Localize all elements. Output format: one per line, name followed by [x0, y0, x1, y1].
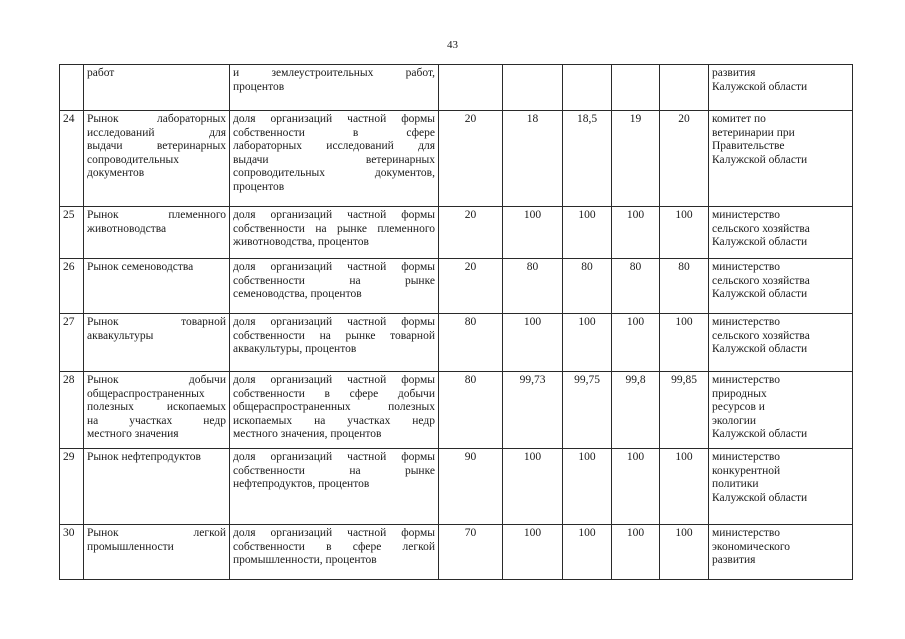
indicator-description-line: лабораторных исследований для — [233, 140, 435, 153]
value-cell: 100 — [503, 525, 563, 580]
responsible-body-line: сельского хозяйства — [712, 274, 810, 287]
value-cell: 100 — [660, 525, 709, 580]
value-cell: 80 — [439, 314, 503, 372]
value-cell: 20 — [439, 111, 503, 207]
market-name-line: сопроводительных — [87, 153, 180, 166]
responsible-body-line: Калужской области — [712, 236, 808, 249]
value-cell: 100 — [612, 449, 660, 525]
value-cell: 100 — [503, 449, 563, 525]
responsible-body-line: ветеринарии при — [712, 126, 795, 139]
market-name-line: исследований для — [87, 126, 226, 139]
responsible-body-line: Правительстве — [712, 140, 785, 153]
value-cell: 99,73 — [503, 372, 563, 449]
value-cell: 100 — [612, 525, 660, 580]
indicator-description-line: промышленности, процентов — [233, 554, 377, 567]
row-number: 26 — [60, 259, 84, 314]
indicator-description-line: сопроводительных документов, — [233, 167, 435, 180]
indicator-description-line: доля организаций частной формы — [233, 316, 435, 328]
value-cell: 80 — [660, 259, 709, 314]
responsible-body-line: политики — [712, 478, 759, 491]
indicator-description — [230, 314, 439, 372]
value-cell: 80 — [563, 259, 612, 314]
value-cell: 20 — [439, 207, 503, 259]
value-cell: 100 — [563, 525, 612, 580]
responsible-body-line: сельского хозяйства — [712, 222, 810, 235]
table-row — [60, 449, 853, 525]
market-name-line: Рынок лабораторных — [87, 113, 226, 125]
row-number: 29 — [60, 449, 84, 525]
market-name — [84, 372, 230, 449]
market-name-line: документов — [87, 167, 145, 180]
responsible-body-line: Калужской области — [712, 491, 808, 504]
indicator-description-line: собственности на рынке товарной — [233, 329, 435, 342]
responsible-body — [709, 207, 853, 259]
value-cell: 90 — [439, 449, 503, 525]
value-cell — [439, 65, 503, 111]
row-number: 28 — [60, 372, 84, 449]
market-name-line: местного значения — [87, 428, 179, 441]
responsible-body-line: развития — [712, 67, 756, 79]
market-name-line: работ — [87, 67, 115, 79]
market-name-line: Рынок легкой — [87, 527, 226, 539]
indicator-description-line: животноводства, процентов — [233, 236, 369, 249]
market-name-line: общераспространенных — [87, 387, 205, 400]
table-row — [60, 314, 853, 372]
market-name-line: животноводства — [87, 222, 167, 235]
responsible-body-line: Калужской области — [712, 80, 808, 93]
market-name-line: промышленности — [87, 540, 174, 553]
value-cell: 20 — [439, 259, 503, 314]
value-cell: 100 — [612, 314, 660, 372]
table-row — [60, 525, 853, 580]
row-number — [60, 65, 84, 111]
market-name-line: на участках недр — [87, 414, 226, 427]
value-cell: 70 — [439, 525, 503, 580]
market-name-line: Рынок добычи — [87, 374, 226, 386]
indicator-description-line: собственности в сфере легкой — [233, 540, 435, 553]
row-number: 24 — [60, 111, 84, 207]
indicator-description-line: доля организаций частной формы — [233, 261, 435, 273]
market-name — [84, 65, 230, 111]
responsible-body-line: министерство — [712, 209, 780, 221]
responsible-body-line: комитет по — [712, 113, 766, 125]
indicator-description-line: ископаемых на участках недр — [233, 414, 435, 427]
indicators-table — [59, 64, 853, 580]
value-cell: 20 — [660, 111, 709, 207]
responsible-body — [709, 314, 853, 372]
market-name-line: полезных ископаемых — [87, 401, 226, 414]
table-row — [60, 372, 853, 449]
responsible-body-line: Калужской области — [712, 153, 808, 166]
value-cell: 100 — [660, 207, 709, 259]
value-cell — [660, 65, 709, 111]
indicator-description — [230, 525, 439, 580]
market-name-line: Рынок семеноводства — [87, 261, 194, 273]
market-name-line: Рынок племенного — [87, 209, 226, 221]
responsible-body — [709, 372, 853, 449]
responsible-body-line: экономического — [712, 540, 791, 553]
indicator-description-line: собственности на рынке — [233, 274, 435, 287]
indicator-description — [230, 207, 439, 259]
responsible-body-line: Калужской области — [712, 428, 808, 441]
value-cell — [612, 65, 660, 111]
indicator-description-line: общераспространенных полезных — [233, 401, 435, 414]
indicator-description — [230, 372, 439, 449]
market-name-line: Рынок нефтепродуктов — [87, 451, 201, 463]
market-name-line: выдачи ветеринарных — [87, 140, 226, 153]
indicator-description-line: и землеустроительных работ, — [233, 67, 435, 79]
value-cell: 80 — [612, 259, 660, 314]
indicator-description-line: собственности в сфере — [233, 126, 435, 139]
indicator-description-line: доля организаций частной формы — [233, 209, 435, 221]
value-cell: 18 — [503, 111, 563, 207]
indicator-description-line: доля организаций частной формы — [233, 527, 435, 539]
indicator-description-line: доля организаций частной формы — [233, 451, 435, 463]
responsible-body-line: министерство — [712, 527, 780, 539]
responsible-body-line: природных — [712, 387, 767, 400]
value-cell: 100 — [660, 449, 709, 525]
value-cell: 100 — [660, 314, 709, 372]
indicator-description-line: доля организаций частной формы — [233, 374, 435, 386]
responsible-body-line: экологии — [712, 414, 757, 427]
value-cell: 99,85 — [660, 372, 709, 449]
table-row — [60, 65, 853, 111]
value-cell — [503, 65, 563, 111]
table-row — [60, 259, 853, 314]
indicator-description-line: собственности на рынке — [233, 464, 435, 477]
indicator-description-line: семеноводства, процентов — [233, 288, 362, 301]
indicator-description-line: собственности в сфере добычи — [233, 387, 435, 400]
indicator-description-line: нефтепродуктов, процентов — [233, 478, 370, 491]
responsible-body — [709, 65, 853, 111]
indicator-description-line: процентов — [233, 80, 285, 93]
indicator-description — [230, 65, 439, 111]
value-cell: 100 — [612, 207, 660, 259]
indicator-description — [230, 259, 439, 314]
responsible-body-line: министерство — [712, 261, 780, 273]
responsible-body-line: Калужской области — [712, 343, 808, 356]
indicator-description-line: аквакультуры, процентов — [233, 343, 357, 356]
indicator-description-line: доля организаций частной формы — [233, 113, 435, 125]
value-cell: 100 — [563, 207, 612, 259]
market-name — [84, 111, 230, 207]
market-name-line: аквакультуры — [87, 329, 154, 342]
responsible-body-line: ресурсов и — [712, 401, 765, 414]
value-cell: 100 — [503, 314, 563, 372]
market-name — [84, 259, 230, 314]
market-name — [84, 525, 230, 580]
page-number: 43 — [447, 39, 458, 51]
table-body — [60, 65, 853, 580]
row-number: 25 — [60, 207, 84, 259]
responsible-body — [709, 449, 853, 525]
row-number: 30 — [60, 525, 84, 580]
market-name — [84, 314, 230, 372]
value-cell: 18,5 — [563, 111, 612, 207]
indicator-description-line: выдачи ветеринарных — [233, 153, 435, 166]
responsible-body-line: Калужской области — [712, 288, 808, 301]
indicator-description-line: местного значения, процентов — [233, 428, 382, 441]
responsible-body-line: конкурентной — [712, 464, 781, 477]
value-cell: 100 — [563, 314, 612, 372]
row-number: 27 — [60, 314, 84, 372]
value-cell: 19 — [612, 111, 660, 207]
table-row — [60, 111, 853, 207]
indicator-description-line: собственности на рынке племенного — [233, 222, 435, 235]
responsible-body-line: развития — [712, 554, 756, 567]
table-row — [60, 207, 853, 259]
responsible-body — [709, 525, 853, 580]
value-cell — [563, 65, 612, 111]
responsible-body-line: министерство — [712, 451, 780, 463]
value-cell: 80 — [439, 372, 503, 449]
responsible-body-line: министерство — [712, 316, 780, 328]
indicator-description-line: процентов — [233, 180, 285, 193]
value-cell: 80 — [503, 259, 563, 314]
value-cell: 100 — [563, 449, 612, 525]
responsible-body — [709, 259, 853, 314]
indicator-description — [230, 111, 439, 207]
indicator-description — [230, 449, 439, 525]
value-cell: 99,8 — [612, 372, 660, 449]
value-cell: 100 — [503, 207, 563, 259]
responsible-body-line: сельского хозяйства — [712, 329, 810, 342]
market-name — [84, 207, 230, 259]
responsible-body — [709, 111, 853, 207]
market-name — [84, 449, 230, 525]
value-cell: 99,75 — [563, 372, 612, 449]
market-name-line: Рынок товарной — [87, 316, 226, 328]
responsible-body-line: министерство — [712, 374, 780, 386]
